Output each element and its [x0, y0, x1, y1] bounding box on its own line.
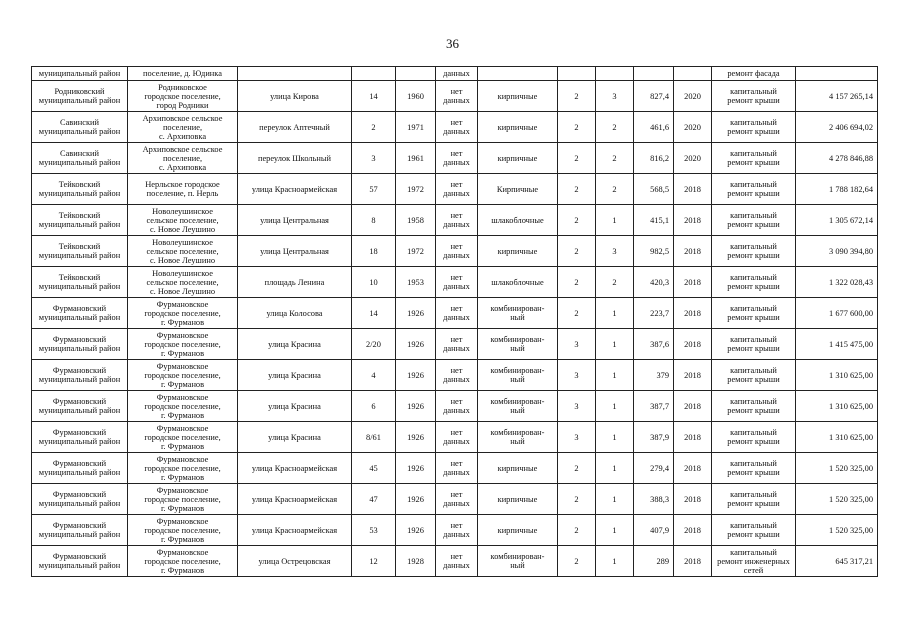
house-cell [352, 67, 396, 81]
district-cell: Фурмановский муниципальный район [32, 484, 128, 515]
house-cell: 47 [352, 484, 396, 515]
walls-cell: кирпичные [478, 236, 558, 267]
floors-cell: 2 [558, 174, 596, 205]
area-cell: 415,1 [634, 205, 674, 236]
work-type-cell: капитальный ремонт крыши [712, 267, 796, 298]
series-cell: нет данных [436, 81, 478, 112]
house-cell: 45 [352, 453, 396, 484]
entrances-cell: 2 [596, 112, 634, 143]
house-cell: 4 [352, 360, 396, 391]
year-cell: 1928 [396, 546, 436, 577]
plan-year-cell: 2018 [674, 422, 712, 453]
house-cell: 2/20 [352, 329, 396, 360]
plan-year-cell: 2018 [674, 515, 712, 546]
year-cell: 1953 [396, 267, 436, 298]
floors-cell: 2 [558, 267, 596, 298]
settlement-cell: Архиповское сельское поселение, с. Архиповка [128, 112, 238, 143]
work-type-cell: капитальный ремонт крыши [712, 453, 796, 484]
floors-cell: 2 [558, 546, 596, 577]
area-cell: 407,9 [634, 515, 674, 546]
cost-cell: 1 520 325,00 [796, 453, 878, 484]
table-row [32, 143, 878, 174]
entrances-cell: 1 [596, 546, 634, 577]
house-cell: 12 [352, 546, 396, 577]
table-row [32, 112, 878, 143]
series-cell: данных [436, 67, 478, 81]
series-cell: нет данных [436, 298, 478, 329]
walls-cell: кирпичные [478, 112, 558, 143]
street-cell: улица Кирова [238, 81, 352, 112]
district-cell: Савинский муниципальный район [32, 112, 128, 143]
cost-cell: 1 310 625,00 [796, 360, 878, 391]
entrances-cell: 1 [596, 391, 634, 422]
plan-year-cell: 2018 [674, 267, 712, 298]
area-cell: 388,3 [634, 484, 674, 515]
plan-year-cell: 2018 [674, 546, 712, 577]
walls-cell: Кирпичные [478, 174, 558, 205]
work-type-cell: капитальный ремонт крыши [712, 174, 796, 205]
work-type-cell: капитальный ремонт инженерных сетей [712, 546, 796, 577]
walls-cell: кирпичные [478, 81, 558, 112]
table-row [32, 267, 878, 298]
year-cell: 1926 [396, 391, 436, 422]
floors-cell: 3 [558, 329, 596, 360]
area-cell: 379 [634, 360, 674, 391]
floors-cell: 2 [558, 484, 596, 515]
series-cell: нет данных [436, 360, 478, 391]
series-cell: нет данных [436, 329, 478, 360]
series-cell: нет данных [436, 174, 478, 205]
entrances-cell: 1 [596, 298, 634, 329]
house-cell: 53 [352, 515, 396, 546]
area-cell [634, 67, 674, 81]
district-cell: Тейковский муниципальный район [32, 236, 128, 267]
plan-year-cell: 2018 [674, 360, 712, 391]
house-cell: 14 [352, 298, 396, 329]
work-type-cell: капитальный ремонт крыши [712, 484, 796, 515]
entrances-cell: 2 [596, 267, 634, 298]
settlement-cell: Фурмановское городское поселение, г. Фурманов [128, 329, 238, 360]
entrances-cell: 3 [596, 236, 634, 267]
plan-year-cell: 2020 [674, 143, 712, 174]
walls-cell: комбинирован- ный [478, 329, 558, 360]
plan-year-cell: 2018 [674, 205, 712, 236]
walls-cell: комбинирован- ный [478, 422, 558, 453]
settlement-cell: Новолеушинское сельское поселение, с. Новое Леушино [128, 205, 238, 236]
settlement-cell: Архиповское сельское поселение, с. Архиповка [128, 143, 238, 174]
house-cell: 14 [352, 81, 396, 112]
settlement-cell: Новолеушинское сельское поселение, с. Новое Леушино [128, 236, 238, 267]
settlement-cell: Фурмановское городское поселение, г. Фурманов [128, 453, 238, 484]
series-cell: нет данных [436, 546, 478, 577]
entrances-cell: 3 [596, 81, 634, 112]
series-cell: нет данных [436, 515, 478, 546]
district-cell: Тейковский муниципальный район [32, 174, 128, 205]
work-type-cell: капитальный ремонт крыши [712, 298, 796, 329]
area-cell: 982,5 [634, 236, 674, 267]
table-row [32, 205, 878, 236]
plan-year-cell: 2018 [674, 484, 712, 515]
floors-cell: 2 [558, 298, 596, 329]
street-cell: улица Центральная [238, 236, 352, 267]
walls-cell: комбинирован- ный [478, 546, 558, 577]
district-cell: Тейковский муниципальный район [32, 267, 128, 298]
cost-cell: 1 788 182,64 [796, 174, 878, 205]
district-cell: Фурмановский муниципальный район [32, 453, 128, 484]
cost-cell: 1 305 672,14 [796, 205, 878, 236]
walls-cell: комбинирован- ный [478, 298, 558, 329]
district-cell: Фурмановский муниципальный район [32, 391, 128, 422]
street-cell: улица Центральная [238, 205, 352, 236]
area-cell: 289 [634, 546, 674, 577]
year-cell: 1961 [396, 143, 436, 174]
series-cell: нет данных [436, 453, 478, 484]
work-type-cell: капитальный ремонт крыши [712, 360, 796, 391]
entrances-cell: 1 [596, 515, 634, 546]
year-cell: 1926 [396, 329, 436, 360]
district-cell: Фурмановский муниципальный район [32, 329, 128, 360]
floors-cell: 2 [558, 236, 596, 267]
area-cell: 387,9 [634, 422, 674, 453]
cost-cell: 1 520 325,00 [796, 515, 878, 546]
work-type-cell: капитальный ремонт крыши [712, 329, 796, 360]
street-cell: улица Красноармейская [238, 453, 352, 484]
plan-year-cell: 2018 [674, 329, 712, 360]
cost-cell: 1 322 028,43 [796, 267, 878, 298]
walls-cell: кирпичные [478, 515, 558, 546]
settlement-cell: Новолеушинское сельское поселение, с. Новое Леушино [128, 267, 238, 298]
series-cell: нет данных [436, 112, 478, 143]
cost-cell: 1 310 625,00 [796, 422, 878, 453]
year-cell: 1972 [396, 236, 436, 267]
table-row-continued [32, 67, 878, 81]
cost-cell: 1 310 625,00 [796, 391, 878, 422]
area-cell: 387,6 [634, 329, 674, 360]
entrances-cell: 2 [596, 174, 634, 205]
year-cell: 1926 [396, 484, 436, 515]
settlement-cell: Фурмановское городское поселение, г. Фурманов [128, 515, 238, 546]
house-cell: 6 [352, 391, 396, 422]
year-cell: 1972 [396, 174, 436, 205]
table-row [32, 515, 878, 546]
cost-cell: 1 677 600,00 [796, 298, 878, 329]
series-cell: нет данных [436, 422, 478, 453]
work-type-cell: капитальный ремонт крыши [712, 236, 796, 267]
walls-cell: комбинирован- ный [478, 391, 558, 422]
district-cell: Фурмановский муниципальный район [32, 515, 128, 546]
entrances-cell: 1 [596, 205, 634, 236]
plan-year-cell [674, 67, 712, 81]
floors-cell: 3 [558, 422, 596, 453]
floors-cell: 3 [558, 391, 596, 422]
settlement-cell: Фурмановское городское поселение, г. Фурманов [128, 484, 238, 515]
plan-year-cell: 2018 [674, 236, 712, 267]
plan-year-cell: 2018 [674, 298, 712, 329]
work-type-cell: капитальный ремонт крыши [712, 515, 796, 546]
area-cell: 816,2 [634, 143, 674, 174]
cost-cell: 1 520 325,00 [796, 484, 878, 515]
plan-year-cell: 2020 [674, 112, 712, 143]
work-type-cell: капитальный ремонт крыши [712, 205, 796, 236]
district-cell: Фурмановский муниципальный район [32, 298, 128, 329]
table-row [32, 174, 878, 205]
cost-cell: 645 317,21 [796, 546, 878, 577]
area-cell: 387,7 [634, 391, 674, 422]
house-cell: 2 [352, 112, 396, 143]
floors-cell: 2 [558, 143, 596, 174]
street-cell: улица Острецовская [238, 546, 352, 577]
table-row [32, 298, 878, 329]
cost-cell: 4 157 265,14 [796, 81, 878, 112]
district-cell: Савинский муниципальный район [32, 143, 128, 174]
walls-cell: кирпичные [478, 143, 558, 174]
cost-cell: 4 278 846,88 [796, 143, 878, 174]
settlement-cell: Фурмановское городское поселение, г. Фурманов [128, 391, 238, 422]
year-cell: 1926 [396, 453, 436, 484]
entrances-cell [596, 67, 634, 81]
walls-cell: кирпичные [478, 453, 558, 484]
district-cell: муниципальный район [32, 67, 128, 81]
series-cell: нет данных [436, 236, 478, 267]
area-cell: 827,4 [634, 81, 674, 112]
entrances-cell: 1 [596, 360, 634, 391]
cost-cell [796, 67, 878, 81]
year-cell [396, 67, 436, 81]
series-cell: нет данных [436, 267, 478, 298]
plan-year-cell: 2018 [674, 174, 712, 205]
entrances-cell: 1 [596, 453, 634, 484]
year-cell: 1926 [396, 360, 436, 391]
work-type-cell: капитальный ремонт крыши [712, 422, 796, 453]
walls-cell: шлакоблочные [478, 267, 558, 298]
house-cell: 18 [352, 236, 396, 267]
street-cell: переулок Аптечный [238, 112, 352, 143]
street-cell: улица Красноармейская [238, 174, 352, 205]
entrances-cell: 1 [596, 484, 634, 515]
walls-cell: шлакоблочные [478, 205, 558, 236]
repair-registry-table [31, 66, 878, 577]
area-cell: 420,3 [634, 267, 674, 298]
table-row [32, 81, 878, 112]
settlement-cell: Фурмановское городское поселение, г. Фурманов [128, 360, 238, 391]
street-cell: улица Красина [238, 391, 352, 422]
street-cell: площадь Ленина [238, 267, 352, 298]
work-type-cell: капитальный ремонт крыши [712, 391, 796, 422]
work-type-cell: капитальный ремонт крыши [712, 143, 796, 174]
table-row [32, 422, 878, 453]
floors-cell [558, 67, 596, 81]
table-row [32, 391, 878, 422]
series-cell: нет данных [436, 205, 478, 236]
plan-year-cell: 2018 [674, 391, 712, 422]
settlement-cell: Фурмановское городское поселение, г. Фурманов [128, 546, 238, 577]
table-row [32, 236, 878, 267]
district-cell: Фурмановский муниципальный район [32, 360, 128, 391]
house-cell: 8/61 [352, 422, 396, 453]
plan-year-cell: 2018 [674, 453, 712, 484]
year-cell: 1926 [396, 422, 436, 453]
floors-cell: 2 [558, 453, 596, 484]
table-row [32, 360, 878, 391]
cost-cell: 1 415 475,00 [796, 329, 878, 360]
plan-year-cell: 2020 [674, 81, 712, 112]
street-cell: улица Красина [238, 329, 352, 360]
house-cell: 10 [352, 267, 396, 298]
year-cell: 1971 [396, 112, 436, 143]
district-cell: Тейковский муниципальный район [32, 205, 128, 236]
entrances-cell: 1 [596, 422, 634, 453]
cost-cell: 3 090 394,80 [796, 236, 878, 267]
area-cell: 461,6 [634, 112, 674, 143]
series-cell: нет данных [436, 391, 478, 422]
street-cell: улица Красина [238, 360, 352, 391]
series-cell: нет данных [436, 484, 478, 515]
walls-cell [478, 67, 558, 81]
house-cell: 57 [352, 174, 396, 205]
house-cell: 3 [352, 143, 396, 174]
floors-cell: 2 [558, 112, 596, 143]
series-cell: нет данных [436, 143, 478, 174]
table-row [32, 329, 878, 360]
table-row [32, 484, 878, 515]
page-number: 36 [446, 36, 459, 51]
entrances-cell: 1 [596, 329, 634, 360]
walls-cell: кирпичные [478, 484, 558, 515]
year-cell: 1958 [396, 205, 436, 236]
work-type-cell: капитальный ремонт крыши [712, 81, 796, 112]
house-cell: 8 [352, 205, 396, 236]
area-cell: 568,5 [634, 174, 674, 205]
area-cell: 279,4 [634, 453, 674, 484]
street-cell [238, 67, 352, 81]
floors-cell: 2 [558, 515, 596, 546]
year-cell: 1960 [396, 81, 436, 112]
walls-cell: комбинирован- ный [478, 360, 558, 391]
street-cell: улица Красина [238, 422, 352, 453]
entrances-cell: 2 [596, 143, 634, 174]
settlement-cell: поселение, д. Юдинка [128, 67, 238, 81]
floors-cell: 3 [558, 360, 596, 391]
settlement-cell: Нерльское городское поселение, п. Нерль [128, 174, 238, 205]
floors-cell: 2 [558, 205, 596, 236]
table-row [32, 546, 878, 577]
cost-cell: 2 406 694,02 [796, 112, 878, 143]
street-cell: переулок Школьный [238, 143, 352, 174]
district-cell: Фурмановский муниципальный район [32, 546, 128, 577]
street-cell: улица Красноармейская [238, 515, 352, 546]
work-type-cell: ремонт фасада [712, 67, 796, 81]
street-cell: улица Колосова [238, 298, 352, 329]
settlement-cell: Фурмановское городское поселение, г. Фурманов [128, 422, 238, 453]
work-type-cell: капитальный ремонт крыши [712, 112, 796, 143]
settlement-cell: Фурмановское городское поселение, г. Фурманов [128, 298, 238, 329]
district-cell: Фурмановский муниципальный район [32, 422, 128, 453]
area-cell: 223,7 [634, 298, 674, 329]
district-cell: Родниковский муниципальный район [32, 81, 128, 112]
table-row [32, 453, 878, 484]
year-cell: 1926 [396, 515, 436, 546]
year-cell: 1926 [396, 298, 436, 329]
floors-cell: 2 [558, 81, 596, 112]
street-cell: улица Красноармейская [238, 484, 352, 515]
settlement-cell: Родниковское городское поселение, город Родники [128, 81, 238, 112]
